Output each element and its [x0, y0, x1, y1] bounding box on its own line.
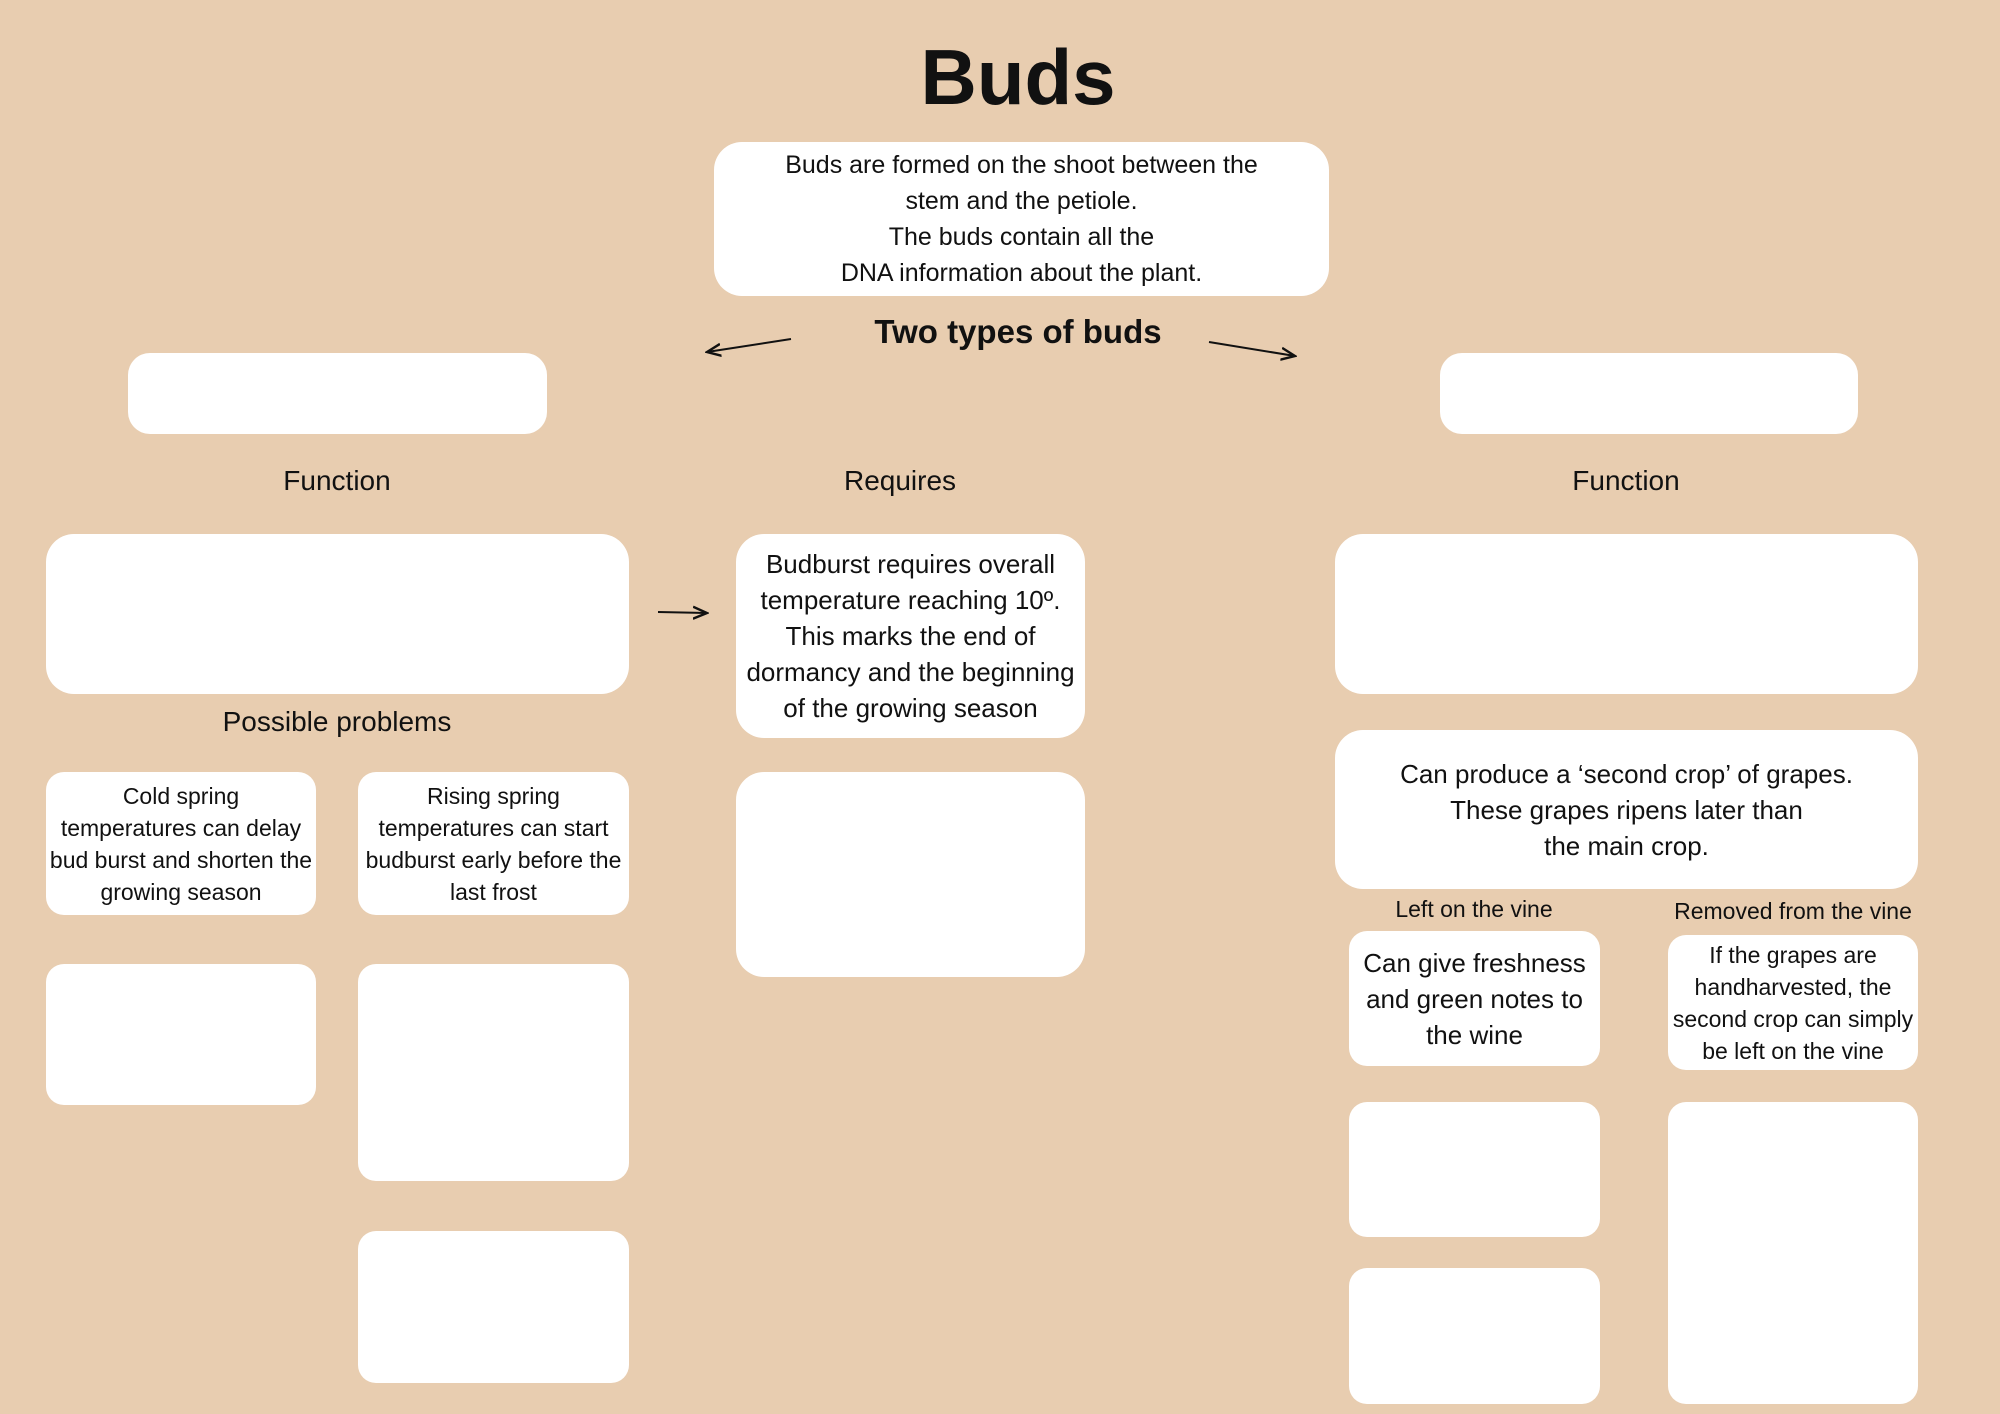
empty-box-left-lower	[46, 964, 316, 1105]
empty-box-right-lower-2	[1349, 1268, 1600, 1404]
left-on-vine-label: Left on the vine	[1395, 896, 1553, 922]
empty-box-bottom	[358, 1231, 629, 1383]
right-function-box	[1335, 534, 1918, 694]
removed-box: If the grapes are handharvested, the second crop can simply be left on the vine	[1668, 935, 1918, 1070]
empty-box-right-tall	[1668, 1102, 1918, 1404]
page-title: Buds	[920, 33, 1116, 121]
left-on-vine-box: Can give freshness and green notes to the wine	[1349, 931, 1600, 1066]
second-crop-box: Can produce a ‘second crop’ of grapes. These grapes ripens later than the main crop.	[1335, 730, 1918, 889]
requires-empty-box	[736, 772, 1085, 977]
empty-box-rising-lower	[358, 964, 629, 1181]
left-function-label: Function	[283, 465, 391, 496]
problem-cold-box: Cold spring temperatures can delay bud burst and shorten the growing season	[46, 772, 316, 915]
arrow-requires	[658, 612, 707, 613]
bud-type-right-box	[1440, 353, 1858, 434]
right-function-label: Function	[1572, 465, 1680, 496]
intro-box: Buds are formed on the shoot between the stem and the petiole. The buds contain all the DNA information about the plant.	[714, 142, 1329, 296]
arrow-left	[707, 339, 791, 352]
possible-problems-label: Possible problems	[222, 706, 452, 737]
arrow-right	[1209, 342, 1295, 356]
removed-label: Removed from the vine	[1674, 898, 1912, 924]
requires-box: Budburst requires overall temperature reaching 10º. This marks the end of dormancy and the beginning of the growing season	[736, 534, 1085, 738]
empty-box-right-lower-1	[1349, 1102, 1600, 1237]
problem-rising-box: Rising spring temperatures can start budburst early before the last frost	[358, 772, 629, 915]
requires-label: Requires	[843, 465, 957, 496]
bud-type-left-box	[128, 353, 547, 434]
subtitle: Two types of buds	[874, 313, 1162, 350]
left-function-box	[46, 534, 629, 694]
